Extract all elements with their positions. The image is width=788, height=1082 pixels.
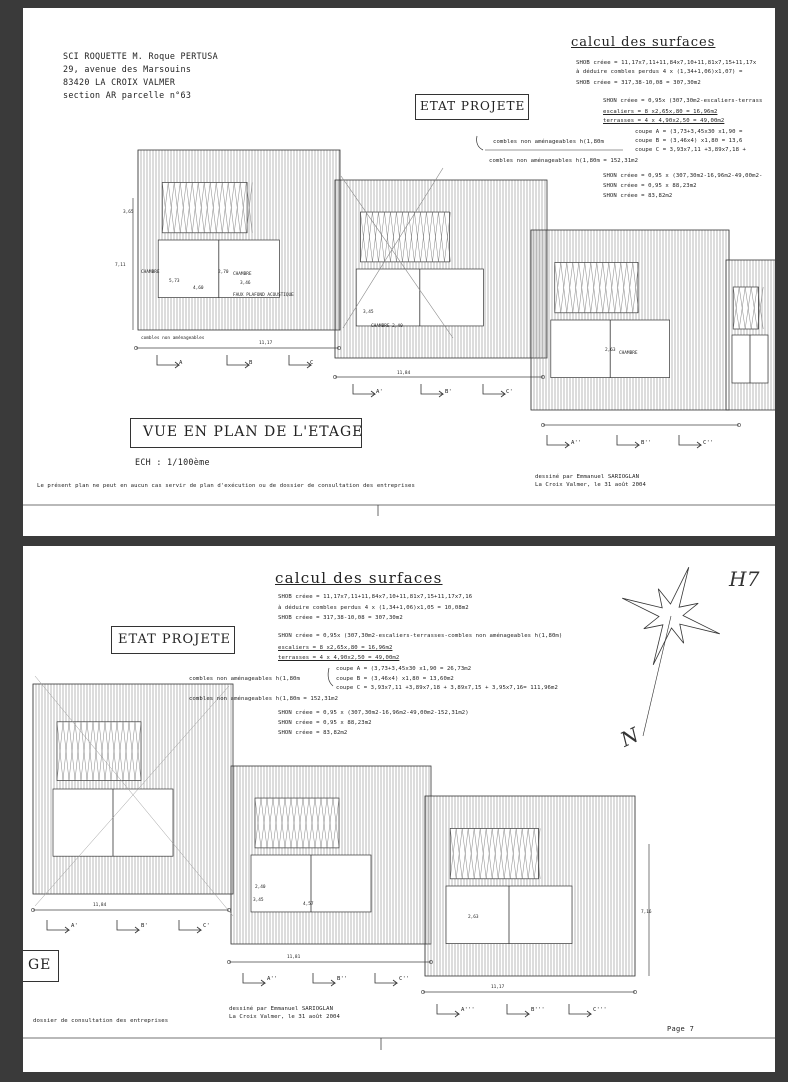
dim-8: 4,60 (193, 286, 204, 291)
calc2-line-3: SHOB créee = 317,38-10,08 = 307,30m2 (278, 615, 403, 621)
floor-plan-drawing-bottom (23, 546, 775, 1072)
dim2-5: 3,45 (253, 898, 264, 903)
north-letter: N (616, 722, 643, 752)
calc2-line-14: SHON créee = 83,82m2 (278, 730, 348, 736)
plan-title: VUE EN PLAN DE L'ETAGE (143, 424, 364, 440)
calc-line-2: à déduire combles perdus 4 x (1,34+1,06)x1,07) = (576, 69, 743, 75)
calc2-line-10: combles non aménageables h(1,80m (189, 676, 300, 682)
calc2-line-13: SHON créee = 0,95 x 88,23m2 (278, 720, 372, 726)
calc-line-8: coupe B = (3,46x4) x1,80 = 13,6 (635, 138, 743, 144)
section-label-a1: A' (376, 389, 383, 395)
section2-marker-a2 (243, 973, 265, 986)
dim2-8: 4,57 (303, 902, 314, 907)
section2-marker-b3 (507, 1004, 529, 1017)
section2-marker-a3 (437, 1004, 459, 1017)
drawn-place: La Croix Valmer, le 31 août 2004 (535, 482, 646, 488)
dim-6: 3,46 (240, 281, 251, 286)
section-marker-a2 (547, 435, 569, 448)
calc-line-4: SHON créee = 0,95x (307,30m2-escaliers-terrass (603, 98, 763, 104)
dim2-7: 2,63 (468, 915, 479, 920)
address-line-2: 29, avenue des Marsouins (63, 64, 192, 74)
plan-sheet-top (23, 8, 775, 536)
section-label-a2: A'' (571, 440, 582, 446)
calc-line-14: SHON créee = 83,82m2 (603, 193, 673, 199)
section-marker-c2 (679, 435, 701, 448)
room-block (733, 287, 758, 329)
calc2-line-4: SHON créee = 0,95x (307,30m2-escaliers-terrasses-combles non aménageables h(1,80m) (278, 633, 563, 639)
disclaimer-fragment: dossier de consultation des entreprises (33, 1018, 169, 1024)
section2-marker-c2 (375, 973, 397, 986)
calc2-line-1: SHOB créee = 11,17x7,11+11,84x7,10+11,81x7,15+11,17x7,16 (278, 594, 473, 600)
room-label-6: combles non aménageables (141, 336, 205, 341)
dim2-6: 2,40 (255, 885, 266, 890)
handwritten-mark: H7 (729, 567, 760, 591)
section-marker-b2 (617, 435, 639, 448)
dim-1: 11,17 (259, 341, 273, 346)
building-block-7 (425, 796, 635, 976)
calc2-line-12: SHON créee = 0,95 x (307,30m2-16,96m2-49,00m2-152,31m2) (278, 710, 469, 716)
room-block (57, 722, 141, 781)
address-line-1: SCI ROQUETTE M. Roque PERTUSA (63, 51, 218, 61)
north-arrow-line (643, 616, 671, 736)
etat-projete-label: ETAT PROJETE (420, 99, 526, 113)
dim-7: 2,70 (218, 270, 229, 275)
section2-label-c3: C''' (593, 1007, 607, 1013)
calc-line-13: SHON créee = 0,95 x 88,23m2 (603, 183, 697, 189)
section-marker-a (157, 355, 179, 368)
building-block-2 (335, 180, 547, 358)
calc2-line-11: combles non aménageables h(1,80m = 152,31m2 (189, 696, 339, 702)
dim-2: 11,84 (397, 371, 411, 376)
calc2-line-2: à déduire combles perdus 4 x (1,34+1,06)x1,05 = 10,08m2 (278, 605, 469, 611)
section2-label-c1: C' (203, 923, 210, 929)
section-label-c1: C' (506, 389, 513, 395)
section2-label-a1: A' (71, 923, 78, 929)
address-line-4: section AR parcelle n°63 (63, 90, 192, 100)
section2-label-a3: A''' (461, 1007, 475, 1013)
section2-marker-a1 (47, 920, 69, 933)
building-block-6 (231, 766, 431, 944)
room-label-5: FAUX PLAFOND ACOUSTIQUE (233, 293, 294, 298)
dim-4: 3,65 (123, 210, 134, 215)
section-marker-a1 (353, 384, 375, 397)
room-block (255, 798, 339, 848)
section2-label-a2: A'' (267, 976, 278, 982)
calc-line-7: coupe A = (3,73+3,45x30 x1,90 = (635, 129, 743, 135)
section-marker-c (289, 355, 314, 368)
plan-title-fragment: GE (28, 957, 52, 973)
drawn-by: dessiné par Emmanuel SARIOGLAN (535, 474, 640, 480)
section-label-b2: B'' (641, 440, 652, 446)
section-label-c2: C'' (703, 440, 714, 446)
etat-projete-label-2: ETAT PROJETE (118, 632, 231, 647)
dim2-3: 11,17 (491, 985, 505, 990)
section-label-a: A (179, 360, 183, 366)
calc-line-5: escaliers = 8 x2,65x,80 = 16,96m2 (603, 109, 718, 115)
section-label-c: C (310, 360, 314, 366)
address-line-3: 83420 LA CROIX VALMER (63, 77, 176, 87)
calc-line-10: combles non aménageables h(1,80m (493, 139, 604, 145)
plan-title-box (130, 418, 362, 448)
calc-line-3: SHOB créee = 317,38-10,08 = 307,30m2 (576, 80, 701, 86)
room-block (555, 262, 638, 312)
etat-projete-box-2 (111, 626, 235, 654)
section2-marker-c3 (569, 1004, 591, 1017)
dim2-4: 7,16 (641, 910, 652, 915)
section2-label-b3: B''' (531, 1007, 545, 1013)
etat-projete-box (415, 94, 529, 120)
room-label-3: CHAMBRE 2,40 (371, 324, 403, 329)
section2-label-b1: B' (141, 923, 148, 929)
section2-label-c2: C'' (399, 976, 410, 982)
calc2-line-8: coupe B = (3,46x4) x1,80 = 13,60m2 (336, 676, 454, 682)
calc-line-11: combles non aménageables h(1,80m = 152,31m2 (489, 158, 639, 164)
building-block-4 (726, 260, 775, 410)
room-block (360, 212, 449, 262)
calc-title-2: calcul des surfaces (275, 569, 443, 587)
room-label-1: CHAMBRE (141, 270, 160, 275)
disclaimer: Le présent plan ne peut en aucun cas servir de plan d'exécution ou de dossier de consultation des entreprises (37, 483, 415, 489)
section2-label-b2: B'' (337, 976, 348, 982)
drawn-place-2: La Croix Valmer, le 31 août 2004 (229, 1014, 340, 1020)
dim-3: 7,11 (115, 263, 126, 268)
room-label-2: CHAMBRE (233, 272, 252, 277)
section2-marker-b2 (313, 973, 335, 986)
section-label-b1: B' (445, 389, 452, 395)
section-marker-c1 (483, 384, 505, 397)
room-label-4: CHAMBRE (619, 351, 638, 356)
building-block-1 (138, 150, 340, 330)
section-marker-b (227, 355, 249, 368)
drawn-by-2: dessiné par Emmanuel SARIOGLAN (229, 1006, 334, 1012)
section-marker-b1 (421, 384, 443, 397)
bracket-2 (328, 668, 333, 686)
calc-title: calcul des surfaces (571, 35, 716, 50)
dim2-1: 11,84 (93, 903, 107, 908)
calc2-line-9: coupe C = 3,93x7,11 +3,89x7,18 + 3,89x7,15 + 3,95x7,16= 111,96m2 (336, 685, 558, 691)
calc2-line-6: terrasses = 4 x 4,90x2,50 = 49,00m2 (278, 655, 400, 661)
building-block-3 (531, 230, 729, 410)
scale-label: ECH : 1/100ème (135, 457, 210, 467)
dim-10: 2,63 (605, 348, 616, 353)
plan-sheet-bottom (23, 546, 775, 1072)
section-label-b: B (249, 360, 253, 366)
page-number: Page 7 (667, 1025, 695, 1033)
dim-9: 3,45 (363, 310, 374, 315)
calc-line-6: terrasses = 4 x 4,90x2,50 = 49,00m2 (603, 118, 725, 124)
calc2-line-5: escaliers = 8 x2,65x,80 = 16,96m2 (278, 645, 393, 651)
dim2-2: 11,81 (287, 955, 301, 960)
bracket (477, 136, 483, 150)
calc-line-12: SHON créee = 0,95 x (307,30m2-16,96m2-49,00m2- (603, 173, 763, 179)
calc2-line-7: coupe A = (3,73+3,45x30 x1,90 = 26,73m2 (336, 666, 472, 672)
calc-line-1: SHOB créee = 11,17x7,11+11,84x7,10+11,81x7,15+11,17x (576, 60, 757, 66)
plan-title-box-fragment (23, 950, 59, 982)
dim-5: 5,73 (169, 279, 180, 284)
section2-marker-c1 (179, 920, 201, 933)
calc-line-9: coupe C = 3,93x7,11 +3,89x7,18 + (635, 147, 746, 153)
section2-marker-b1 (117, 920, 139, 933)
